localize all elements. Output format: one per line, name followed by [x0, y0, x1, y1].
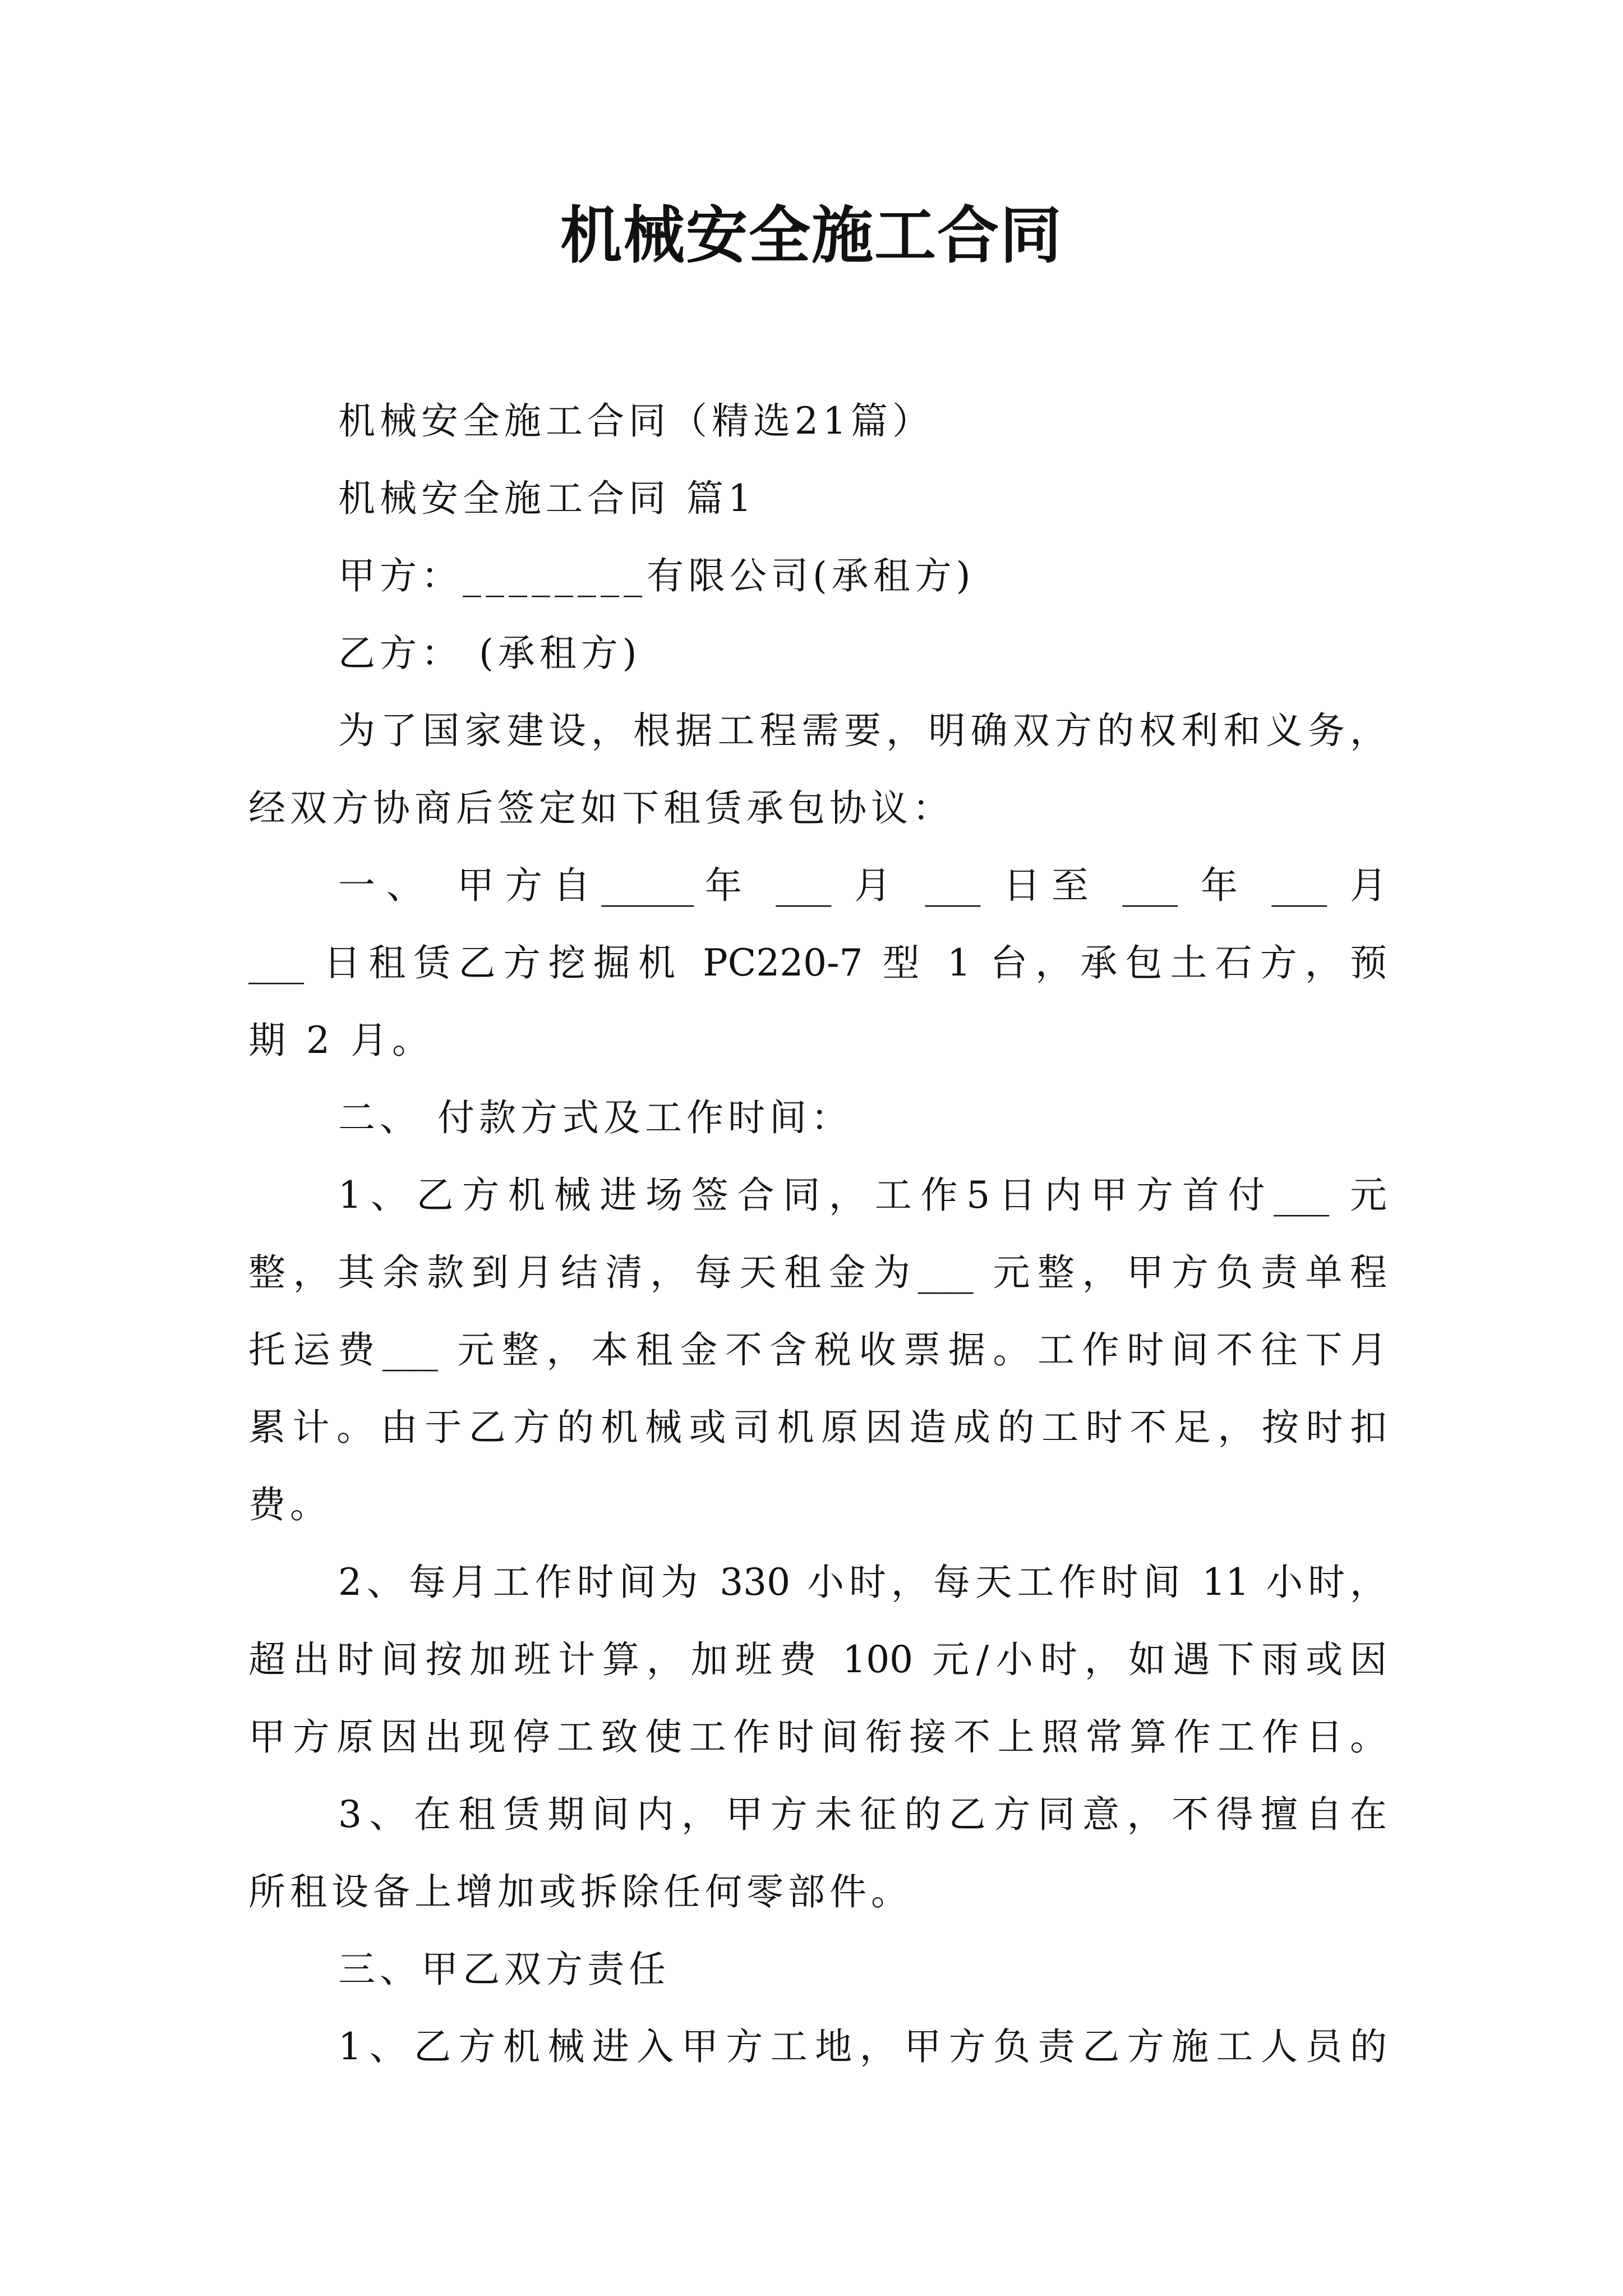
- paragraph-line: 超出时间按加班计算，加班费 100 元/小时，如遇下雨或因: [248, 1638, 1387, 1681]
- subtitle-line: 机械安全施工合同（精选21篇）: [338, 399, 934, 443]
- paragraph-line: 所租设备上增加或拆除任何零部件。: [248, 1870, 912, 1913]
- paragraph-line: 3、在租赁期间内，甲方未征的乙方同意，不得擅自在: [338, 1793, 1387, 1836]
- paragraph-line: 期 2 月。: [248, 1019, 434, 1062]
- paragraph-line: 1、乙方机械进场签合同，工作5日内甲方首付___ 元: [338, 1174, 1387, 1217]
- paragraph-line: 2、每月工作时间为 330 小时，每天工作时间 11 小时，: [338, 1561, 1387, 1604]
- party-a-line: 甲方：________有限公司(承租方): [338, 554, 975, 597]
- paragraph-line: 费。: [248, 1483, 331, 1526]
- document-body: [248, 383, 1387, 2086]
- party-b-line: 乙方： (承租方): [338, 632, 642, 675]
- section-heading: 机械安全施工合同 篇1: [338, 477, 756, 520]
- paragraph-line: 为了国家建设，根据工程需要，明确双方的权利和义务，: [338, 709, 1387, 752]
- paragraph-line: 1、乙方机械进入甲方工地，甲方负责乙方施工人员的: [338, 2025, 1387, 2068]
- paragraph-line: 经双方协商后签定如下租赁承包协议：: [248, 786, 954, 830]
- paragraph-line: 一、 甲方自_____年 ___ 月 ___ 日至 ___ 年 ___ 月: [338, 864, 1387, 907]
- paragraph-line: ___ 日租赁乙方挖掘机 PC220-7 型 1 台，承包土石方，预: [248, 941, 1387, 984]
- paragraph-line: 甲方原因出现停工致使工作时间衔接不上照常算作工作日。: [248, 1715, 1387, 1759]
- paragraph-line: 托运费___ 元整，本租金不含税收票据。工作时间不往下月: [248, 1328, 1387, 1372]
- paragraph-line: 整，其余款到月结清，每天租金为___ 元整，甲方负责单程: [248, 1251, 1387, 1294]
- clause-heading: 二、 付款方式及工作时间：: [338, 1096, 852, 1139]
- clause-heading: 三、甲乙双方责任: [338, 1948, 670, 1991]
- document-title: 机械安全施工合同: [560, 199, 1063, 272]
- paragraph-line: 累计。由于乙方的机械或司机原因造成的工时不足，按时扣: [248, 1406, 1387, 1449]
